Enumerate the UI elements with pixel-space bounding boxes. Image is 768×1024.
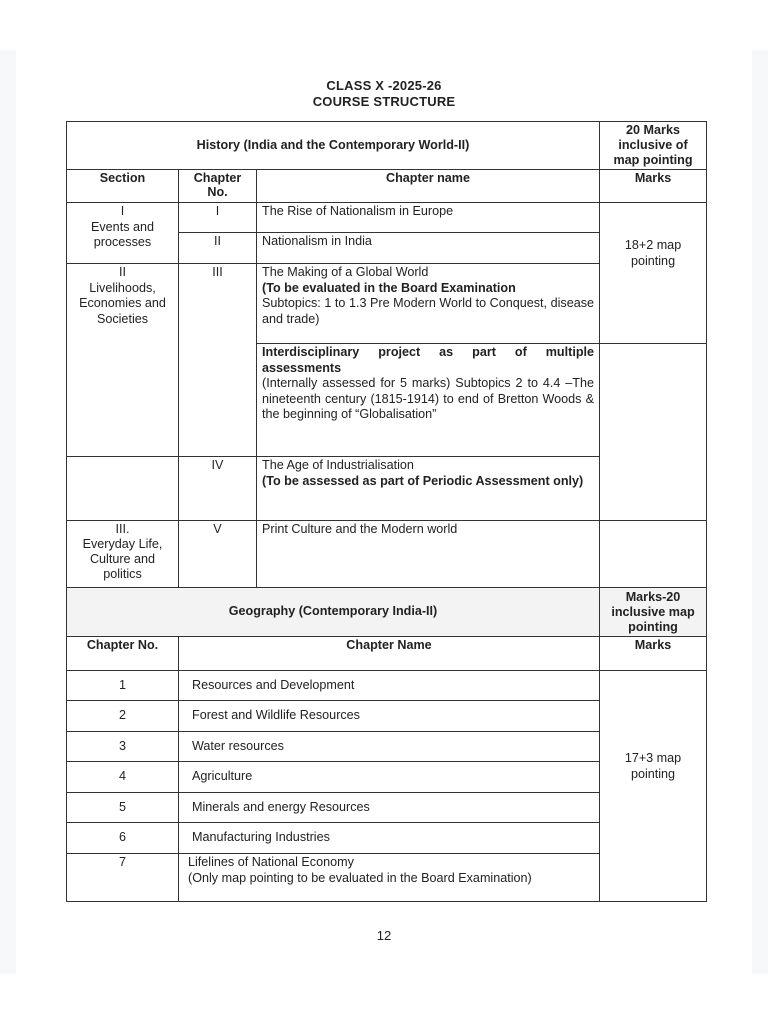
col-chapter-name: Chapter name bbox=[257, 170, 600, 203]
project-heading: Interdisciplinary project as part of multiple assessments bbox=[262, 345, 595, 375]
chapter-name: Nationalism in India bbox=[257, 233, 600, 264]
history-heading-row bbox=[67, 122, 707, 170]
col-marks: Marks bbox=[600, 170, 707, 203]
chapter-no: I bbox=[179, 203, 257, 233]
chapter-no: 4 bbox=[67, 762, 179, 793]
page-number: 12 bbox=[376, 928, 392, 943]
chapter-name: Print Culture and the Modern world bbox=[257, 521, 600, 588]
chapter-name: Resources and Development bbox=[179, 671, 600, 701]
geography-column-header-row bbox=[67, 637, 707, 671]
chapter-name: Lifelines of National Economy bbox=[188, 855, 354, 869]
page-title-line1: CLASS X -2025-26 bbox=[326, 78, 442, 93]
geography-marks-value: 17+3 map pointing bbox=[600, 671, 707, 902]
col-chapter-name: Chapter Name bbox=[179, 637, 600, 671]
chapter-name: The Making of a Global World bbox=[262, 265, 429, 279]
history-table bbox=[66, 121, 707, 588]
project-cell bbox=[257, 344, 600, 457]
table-row bbox=[67, 671, 707, 701]
chapter-name: The Age of Industrialisation bbox=[262, 458, 414, 472]
section-livelihoods: II Livelihoods, Economies and Societies bbox=[67, 264, 179, 457]
col-section: Section bbox=[67, 170, 179, 203]
col-chapter-no: Chapter No. bbox=[67, 637, 179, 671]
chapter-subtopics: Subtopics: 1 to 1.3 Pre Modern World to Conquest, disease and trade) bbox=[262, 296, 595, 326]
chapter-no: 6 bbox=[67, 823, 179, 854]
chapter-cell bbox=[257, 457, 600, 521]
project-text: (Internally assessed for 5 marks) Subtopics 2 to 4.4 –The nineteenth century (1815-1914) to end of Bretton Woods & the beginning of “Globalisation” bbox=[262, 376, 595, 421]
chapter-no: III bbox=[179, 264, 257, 457]
geography-heading: Geography (Contemporary India-II) bbox=[67, 588, 600, 637]
table-row bbox=[67, 521, 707, 588]
right-margin bbox=[752, 50, 768, 974]
chapter-no: 2 bbox=[67, 701, 179, 732]
chapter-no: 5 bbox=[67, 793, 179, 823]
empty-section-cell bbox=[67, 457, 179, 521]
history-marks-value: 18+2 map pointing bbox=[600, 203, 707, 344]
chapter-name: Minerals and energy Resources bbox=[179, 793, 600, 823]
chapter-note-bold: (To be evaluated in the Board Examination bbox=[262, 280, 516, 295]
col-chapter-no: Chapter No. bbox=[179, 170, 257, 203]
geography-table bbox=[66, 587, 707, 902]
document-page bbox=[16, 50, 752, 974]
history-column-header-row bbox=[67, 170, 707, 203]
history-heading: History (India and the Contemporary World-II) bbox=[67, 122, 600, 170]
chapter-cell bbox=[257, 264, 600, 344]
chapter-no: IV bbox=[179, 457, 257, 521]
empty-marks-cell bbox=[600, 521, 707, 588]
history-marks-heading: 20 Marks inclusive of map pointing bbox=[600, 122, 707, 170]
page-title-line2: COURSE STRUCTURE bbox=[312, 94, 456, 109]
chapter-no: II bbox=[179, 233, 257, 264]
chapter-no: 7 bbox=[67, 854, 179, 902]
chapter-note-bold: (To be assessed as part of Periodic Assessment only) bbox=[262, 473, 584, 488]
chapter-cell bbox=[179, 854, 600, 902]
chapter-name: Manufacturing Industries bbox=[179, 823, 600, 854]
chapter-name: Agriculture bbox=[179, 762, 600, 793]
chapter-no: 3 bbox=[67, 732, 179, 762]
chapter-note: (Only map pointing to be evaluated in the Board Examination) bbox=[188, 870, 532, 885]
geography-marks-heading: Marks-20 inclusive map pointing bbox=[600, 588, 707, 637]
section-events-processes: I Events and processes bbox=[67, 203, 179, 264]
chapter-name: Water resources bbox=[179, 732, 600, 762]
left-margin bbox=[0, 50, 16, 974]
chapter-name: Forest and Wildlife Resources bbox=[179, 701, 600, 732]
col-marks: Marks bbox=[600, 637, 707, 671]
chapter-no: V bbox=[179, 521, 257, 588]
geography-heading-row bbox=[67, 588, 707, 637]
chapter-name: The Rise of Nationalism in Europe bbox=[257, 203, 600, 233]
table-row bbox=[67, 203, 707, 233]
chapter-no: 1 bbox=[67, 671, 179, 701]
section-everyday-life: III. Everyday Life, Culture and politics bbox=[67, 521, 179, 588]
empty-marks-cell bbox=[600, 344, 707, 521]
